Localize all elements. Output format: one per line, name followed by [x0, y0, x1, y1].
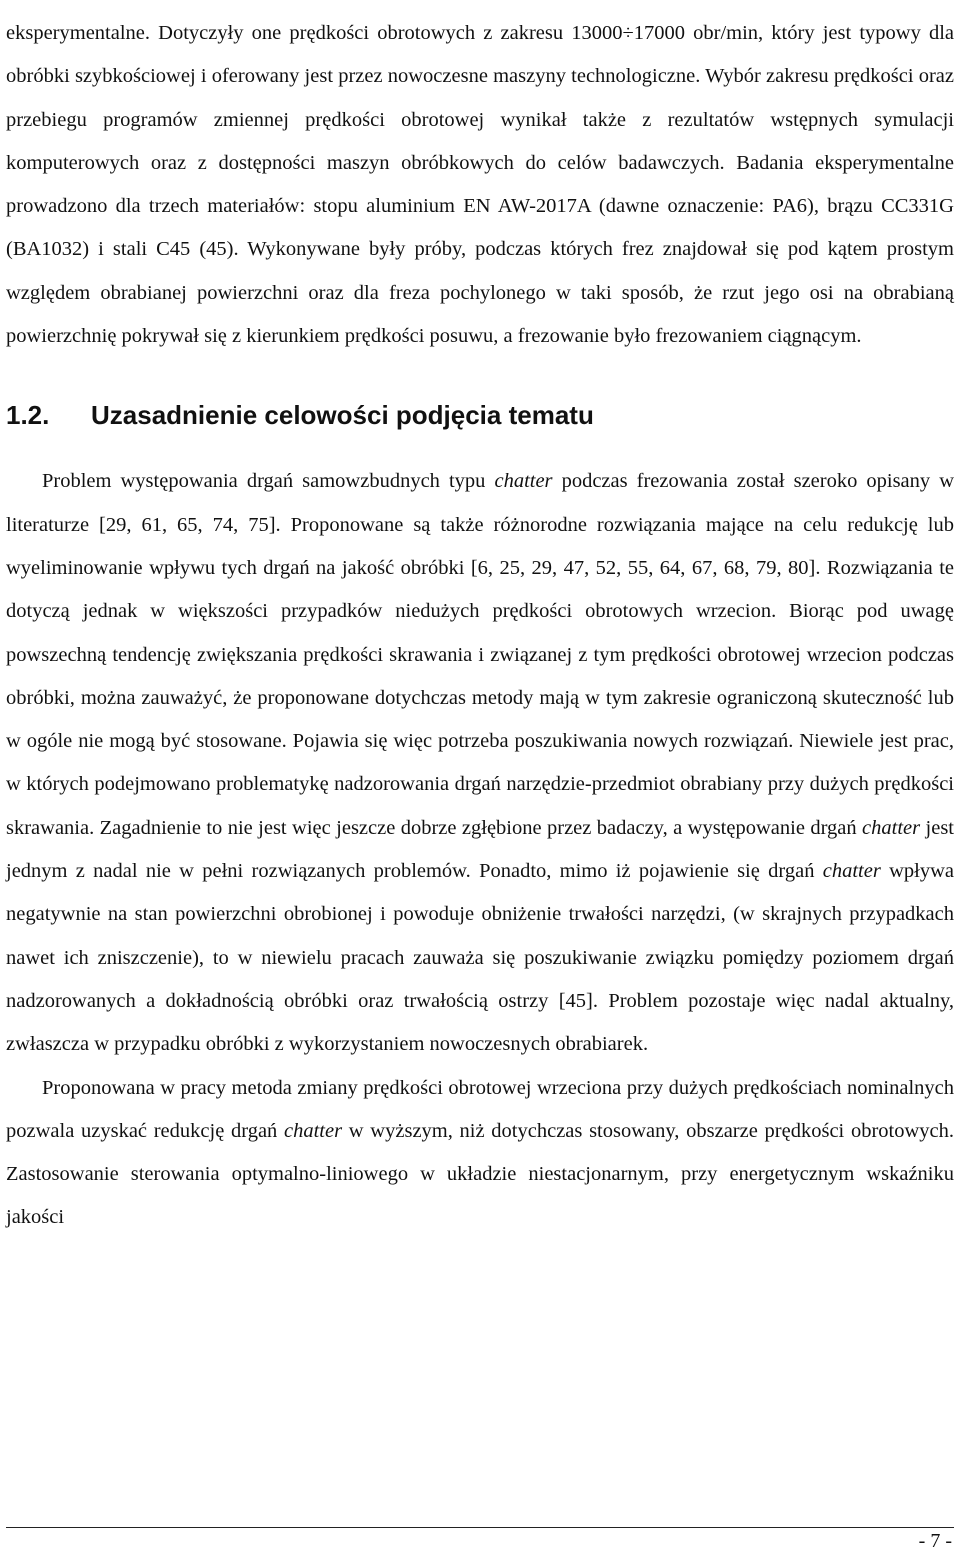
italic-term: chatter [494, 470, 553, 493]
body-paragraph [6, 460, 954, 1066]
paragraph-text: podczas frezowania został szeroko opisany w literaturze [29, 61, 65, 74, 75]. Proponowane są także różnorodne rozwiązania mające na celu redukcję lub wyeliminowanie wpływu tych drgań na jakość obróbki [6, 25, 29, 47, 52, 55, 64, 67, 68, 79, 80]. Rozwiązania te dotyczą jednak w większości przypadków niedużych prędkości obrotowych wrzecion. Biorąc pod uwagę powszechną tendencję zwiększania prędkości skrawania i związanej z tym prędkości obrotowej wrzecion podczas obróbki, można zauważyć, że proponowane dotychczas metody mają w tym zakresie ograniczoną skuteczność lub w ogóle nie mogą być stosowane. Pojawia się więc potrzeba poszukiwania nowych rozwiązań. Niewiele jest prac, w których podejmowano problematykę nadzorowania drgań narzędzie-przedmiot obrabiany przy dużych prędkości skrawania. Zagadnienie to nie jest więc jeszcze dobrze zgłębione przez badaczy, a występowanie drgań [6, 470, 954, 839]
section-number: 1.2. [6, 400, 50, 431]
paragraph-text: w wyższym, niż dotychczas stosowany, obszarze prędkości obrotowych. Zastosowanie sterowania optymalno-liniowego w układzie niestacjonarnym, przy energetycznym wskaźniku jakości [6, 1119, 954, 1229]
body-paragraph [6, 1067, 954, 1240]
body-paragraph [6, 12, 954, 358]
section-title: Uzasadnienie celowości podjęcia tematu [91, 400, 594, 431]
paragraph-text: wpływa negatywnie na stan powierzchni obrobionej i powoduje obniżenie trwałości narzędzi, (w skrajnych przypadkach nawet ich zniszczenie), to w niewielu pracach zauważa się poszukiwanie związku pomiędzy poziomem drgań nadzorowanych a dokładnością obróbki oraz trwałością ostrzy [45]. Problem pozostaje więc nadal aktualny, zwłaszcza w przypadku obróbki z wykorzystaniem nowoczesnych obrabiarek. [6, 860, 954, 1056]
paragraph-text: Proponowana w pracy metoda zmiany prędkości obrotowej wrzeciona przy dużych prędkościach nominalnych pozwala uzyskać redukcję drgań [6, 1076, 954, 1142]
document-page [6, 12, 954, 1240]
paragraph-text: jest jednym z nadal nie w pełni rozwiązanych problemów. Ponadto, mimo iż pojawienie się drgań [6, 816, 955, 883]
italic-term: chatter [284, 1119, 343, 1142]
section-heading [6, 395, 954, 435]
footer-divider [6, 1527, 954, 1528]
italic-term: chatter [822, 860, 881, 883]
paragraph-text: eksperymentalne. Dotyczyły one prędkości obrotowych z zakresu 13000÷17000 obr/min, który jest typowy dla obróbki szybkościowej i oferowany jest przez nowoczesne maszyny technologiczne. Wybór zakresu prędkości oraz przebiegu programów zmiennej prędkości obrotowej wynikał także z rezultatów wstępnych symulacji komputerowych oraz z dostępności maszyn obróbkowych do celów badawczych. Badania eksperymentalne prowadzono dla trzech materiałów: stopu aluminium EN AW-2017A (dawne oznaczenie: PA6), brązu CC331G (BA1032) i stali C45 (45). Wykonywane były próby, podczas których frez znajdował się pod kątem prostym względem obrabianej powierzchni oraz dla freza pochylonego w taki sposób, że rzut jego osi na obrabianą powierzchnię pokrywał się z kierunkiem prędkości posuwu, a frezowanie było frezowaniem ciągnącym. [6, 22, 954, 348]
italic-term: chatter [862, 816, 921, 839]
paragraph-text: Problem występowania drgań samowzbudnych typu [42, 470, 495, 493]
page-number: - 7 - [918, 1530, 952, 1552]
